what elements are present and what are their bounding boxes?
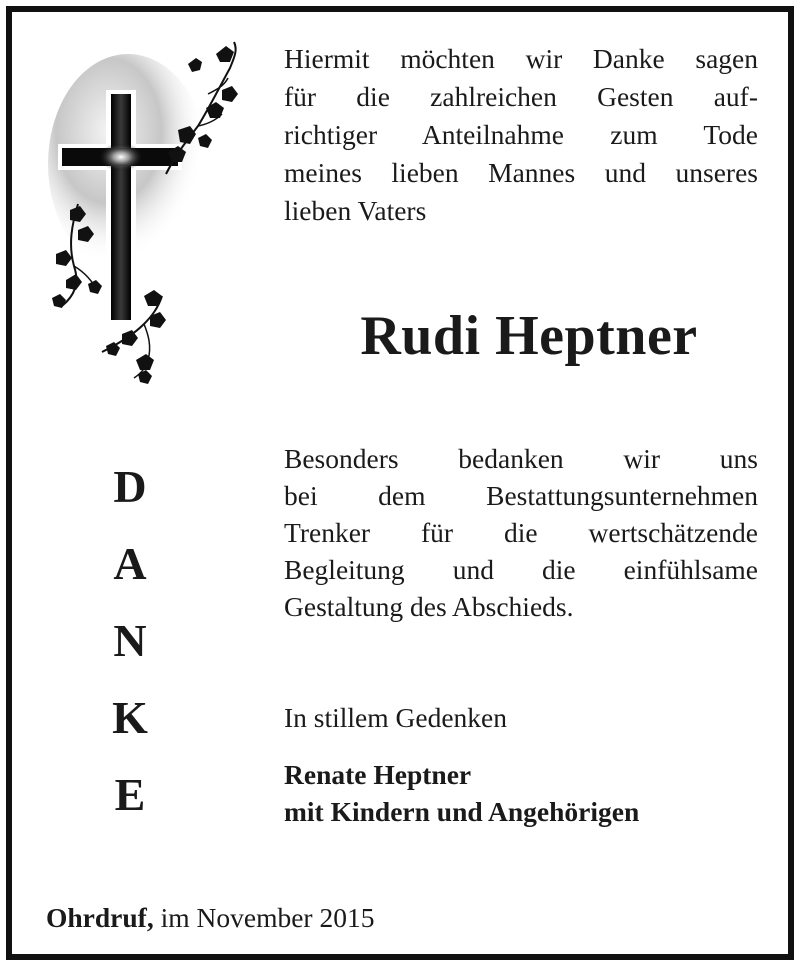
date-text: im November 2015 [153, 902, 375, 933]
danke-vertical-heading [90, 448, 170, 833]
intro-line: Hiermit möchten wir Danke sagen [284, 43, 758, 74]
memory-text: In stillem Gedenken [284, 702, 507, 733]
danke-letter: A [113, 538, 147, 589]
thanks-line: Begleitung und die einfühlsame [284, 554, 758, 585]
signer-line: Renate Heptner [284, 759, 472, 790]
thanks-line: bei dem Bestattungsunternehmen [284, 480, 758, 511]
deceased-name: Rudi Heptner [360, 305, 698, 367]
thanks-paragraph [284, 440, 758, 625]
danke-letter: D [113, 461, 147, 512]
intro-paragraph [284, 40, 758, 230]
place-date-line [46, 900, 374, 936]
cross-with-ivy-icon [48, 34, 248, 394]
danke-letter: N [113, 615, 147, 666]
signers-block [284, 756, 639, 830]
intro-line: für die zahlreichen Gesten auf- [284, 81, 758, 112]
intro-line: richtiger Anteilnahme zum Tode [284, 119, 758, 150]
thanks-line: Gestaltung des Abschieds. [284, 591, 574, 622]
danke-letter: K [112, 692, 148, 743]
thanks-line: Trenker für die wertschätzende [284, 517, 758, 548]
intro-line: meines lieben Mannes und unseres [284, 157, 758, 188]
place-name: Ohrdruf, [46, 902, 154, 933]
signer-line: mit Kindern und Angehörigen [284, 796, 640, 827]
thanks-line: Besonders bedanken wir uns [284, 443, 758, 474]
danke-letter: E [114, 769, 146, 820]
intro-line: lieben Vaters [284, 195, 427, 226]
